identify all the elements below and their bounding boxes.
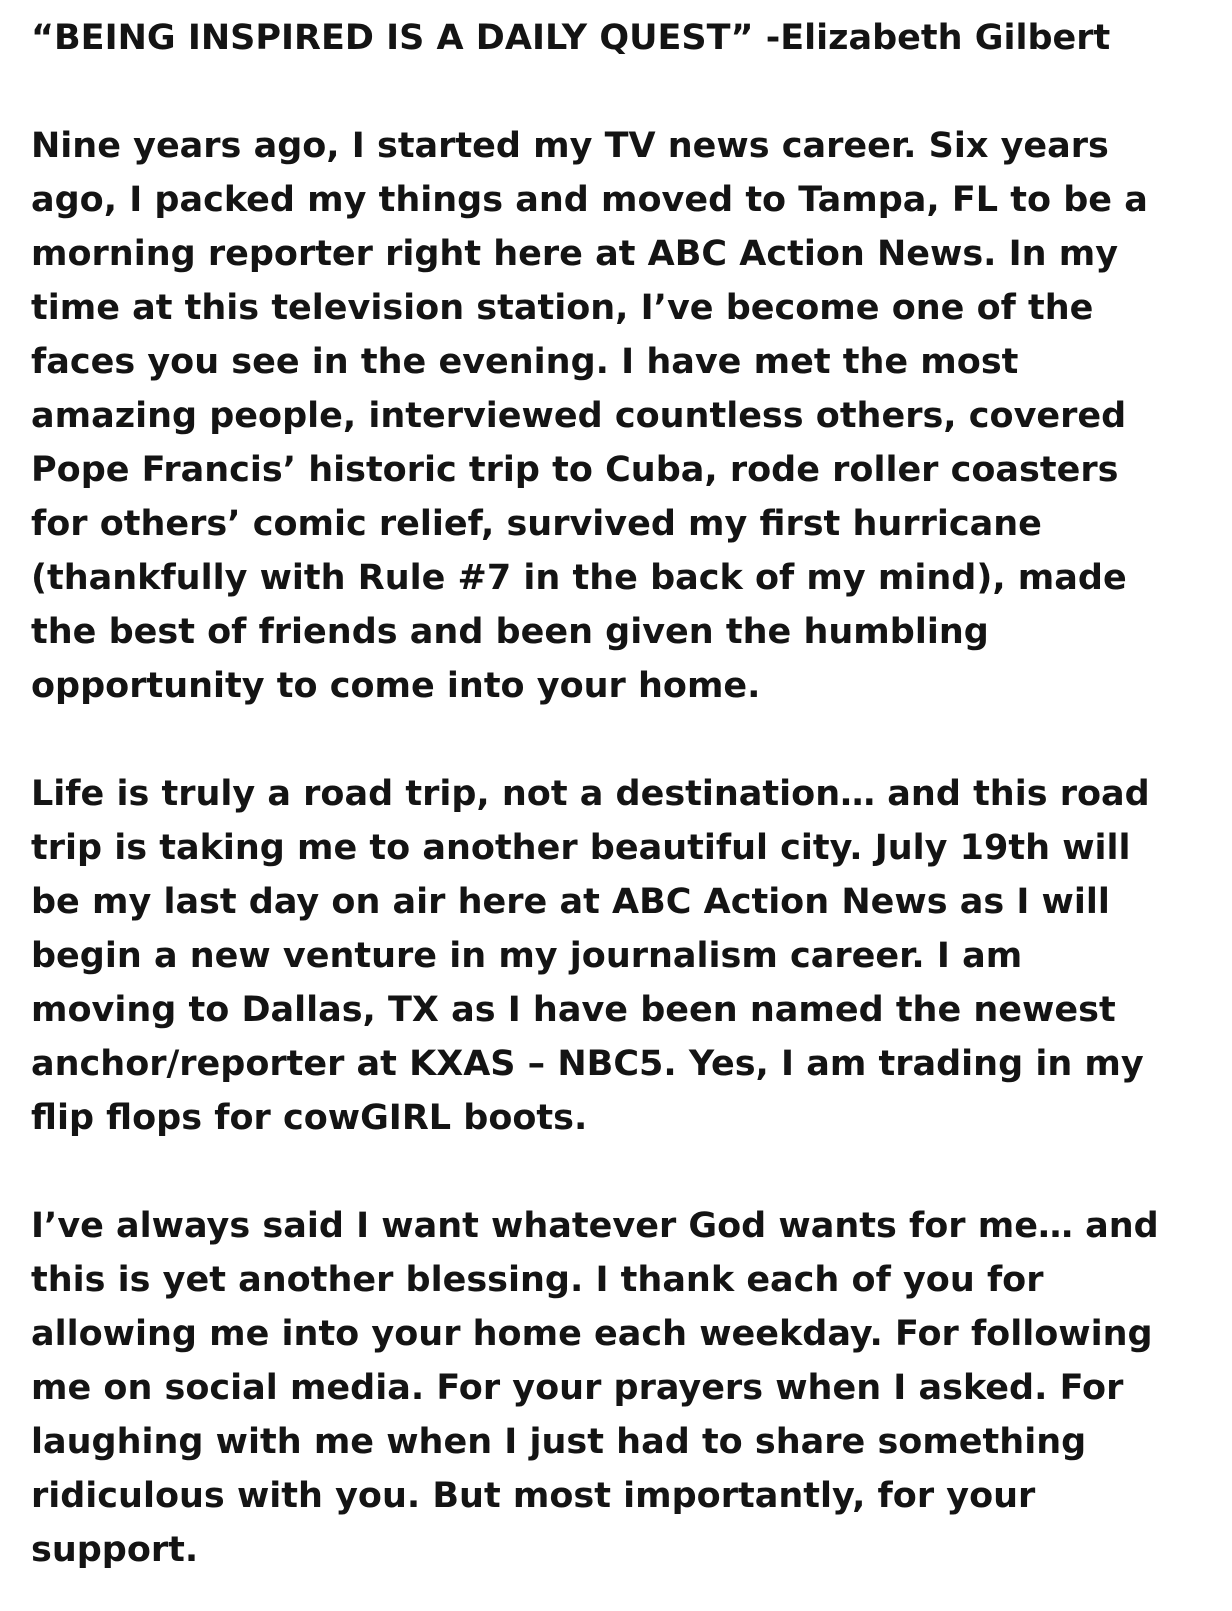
text-line: begin a new venture in my journalism career. I am [31, 936, 1023, 976]
text-line: amazing people, interviewed countless others, covered [31, 396, 1127, 436]
text-line: ago, I packed my things and moved to Tampa, FL to be a [31, 180, 1148, 220]
text-line: me on social media. For your prayers when I asked. For [31, 1368, 1124, 1408]
text-line: (thankfully with Rule #7 in the back of my mind), made [31, 558, 1127, 598]
text-line: trip is taking me to another beautiful city. July 19th will [31, 828, 1131, 868]
text-line: time at this television station, I’ve become one of the [31, 288, 1094, 328]
paragraph-3 [31, 1199, 1198, 1577]
paragraph-2 [31, 767, 1198, 1145]
text-line: for others’ comic relief, survived my first hurricane [31, 504, 1042, 544]
text-line: the best of friends and been given the humbling [31, 612, 989, 652]
quote-heading [31, 11, 1198, 65]
text-line: Life is truly a road trip, not a destination… and this road [31, 774, 1150, 814]
text-line: I’ve always said I want whatever God wants for me… and [31, 1206, 1159, 1246]
text-line: this is yet another blessing. I thank each of you for [31, 1260, 1044, 1300]
text-line: support. [31, 1530, 199, 1570]
text-line: flip flops for cowGIRL boots. [31, 1098, 588, 1138]
text-line: faces you see in the evening. I have met the most [31, 342, 1019, 382]
text-line: ridiculous with you. But most importantly, for your [31, 1476, 1036, 1516]
quote-heading-line: “BEING INSPIRED IS A DAILY QUEST” -Elizabeth Gilbert [31, 18, 1111, 58]
text-line: be my last day on air here at ABC Action News as I will [31, 882, 1110, 922]
text-line: laughing with me when I just had to share something [31, 1422, 1087, 1462]
paragraph-1 [31, 119, 1198, 713]
text-line: anchor/reporter at KXAS – NBC5. Yes, I am trading in my [31, 1044, 1144, 1084]
text-line: allowing me into your home each weekday. For following [31, 1314, 1153, 1354]
text-line: morning reporter right here at ABC Action News. In my [31, 234, 1119, 274]
text-line: Pope Francis’ historic trip to Cuba, rode roller coasters [31, 450, 1119, 490]
text-line: opportunity to come into your home. [31, 666, 761, 706]
text-line: moving to Dallas, TX as I have been named the newest [31, 990, 1116, 1030]
text-line: Nine years ago, I started my TV news career. Six years [31, 126, 1109, 166]
